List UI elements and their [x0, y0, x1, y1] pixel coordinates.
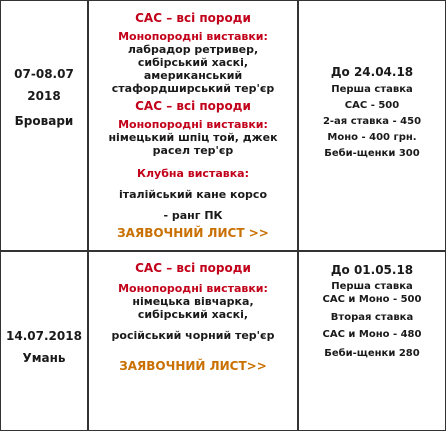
cac-title: САС – всі породи	[135, 261, 251, 275]
club-breed: італійський кане корсо	[118, 188, 268, 201]
mono-breed: американський	[143, 69, 243, 82]
mono-breed: німецький шпіц той, джек	[108, 131, 278, 144]
application-form-link[interactable]: ЗАЯВОЧНИЙ ЛИСТ>>	[119, 359, 267, 373]
puppy-fee: Беби-щенки 280	[324, 348, 420, 359]
cac-mono-fee: САС и Моно - 500	[322, 294, 422, 305]
mono-breed: лабрадор ретривер,	[127, 43, 259, 56]
mono-fee: Моно - 400 грн.	[327, 132, 417, 143]
mono-title-2: Монопородні виставки:	[118, 118, 268, 131]
club-title: Клубна виставка:	[137, 167, 249, 180]
table-row	[0, 251, 446, 431]
cac-mono-fee-2: САС и Моно - 480	[322, 329, 422, 340]
fees-cell	[298, 251, 446, 431]
second-fee: 2-ая ставка - 450	[322, 116, 422, 127]
date-cell	[0, 251, 88, 431]
first-fee-label: Перша ставка	[331, 281, 413, 292]
mono-breed: сибірський хаскі,	[137, 308, 249, 321]
puppy-fee: Беби-щенки 300	[324, 148, 420, 159]
event-city: Умань	[22, 351, 66, 365]
application-form-link[interactable]: ЗАЯВОЧНИЙ ЛИСТ >>	[117, 226, 269, 240]
mono-title: Монопородні виставки:	[118, 30, 268, 43]
event-date: 07-08.07	[14, 67, 74, 81]
cac-title: САС – всі породи	[135, 11, 251, 25]
event-year: 2018	[27, 89, 61, 103]
mono-breed: стафордширський тер'єр	[111, 82, 275, 95]
cac-title-2: САС – всі породи	[135, 99, 251, 113]
info-cell	[88, 251, 298, 431]
mono-breed: сибірський хаскі,	[137, 56, 249, 69]
deadline: До 01.05.18	[330, 263, 414, 277]
info-cell	[88, 0, 298, 251]
mono-breed: расел тер'єр	[152, 144, 234, 157]
club-rank: - ранг ПК	[163, 209, 223, 222]
fees-cell	[298, 0, 446, 251]
mono-title: Монопородні виставки:	[118, 282, 268, 295]
mono-breed: російський чорний тер'єр	[111, 329, 275, 342]
event-city: Бровари	[14, 114, 74, 128]
deadline: До 24.04.18	[330, 65, 414, 79]
date-cell	[0, 0, 88, 251]
event-date: 14.07.2018	[6, 329, 82, 343]
mono-breed: німецька вівчарка,	[132, 295, 254, 308]
second-fee-label: Вторая ставка	[330, 312, 414, 323]
first-fee-label: Перша ставка	[331, 84, 413, 95]
cac-fee: САС - 500	[344, 100, 400, 111]
